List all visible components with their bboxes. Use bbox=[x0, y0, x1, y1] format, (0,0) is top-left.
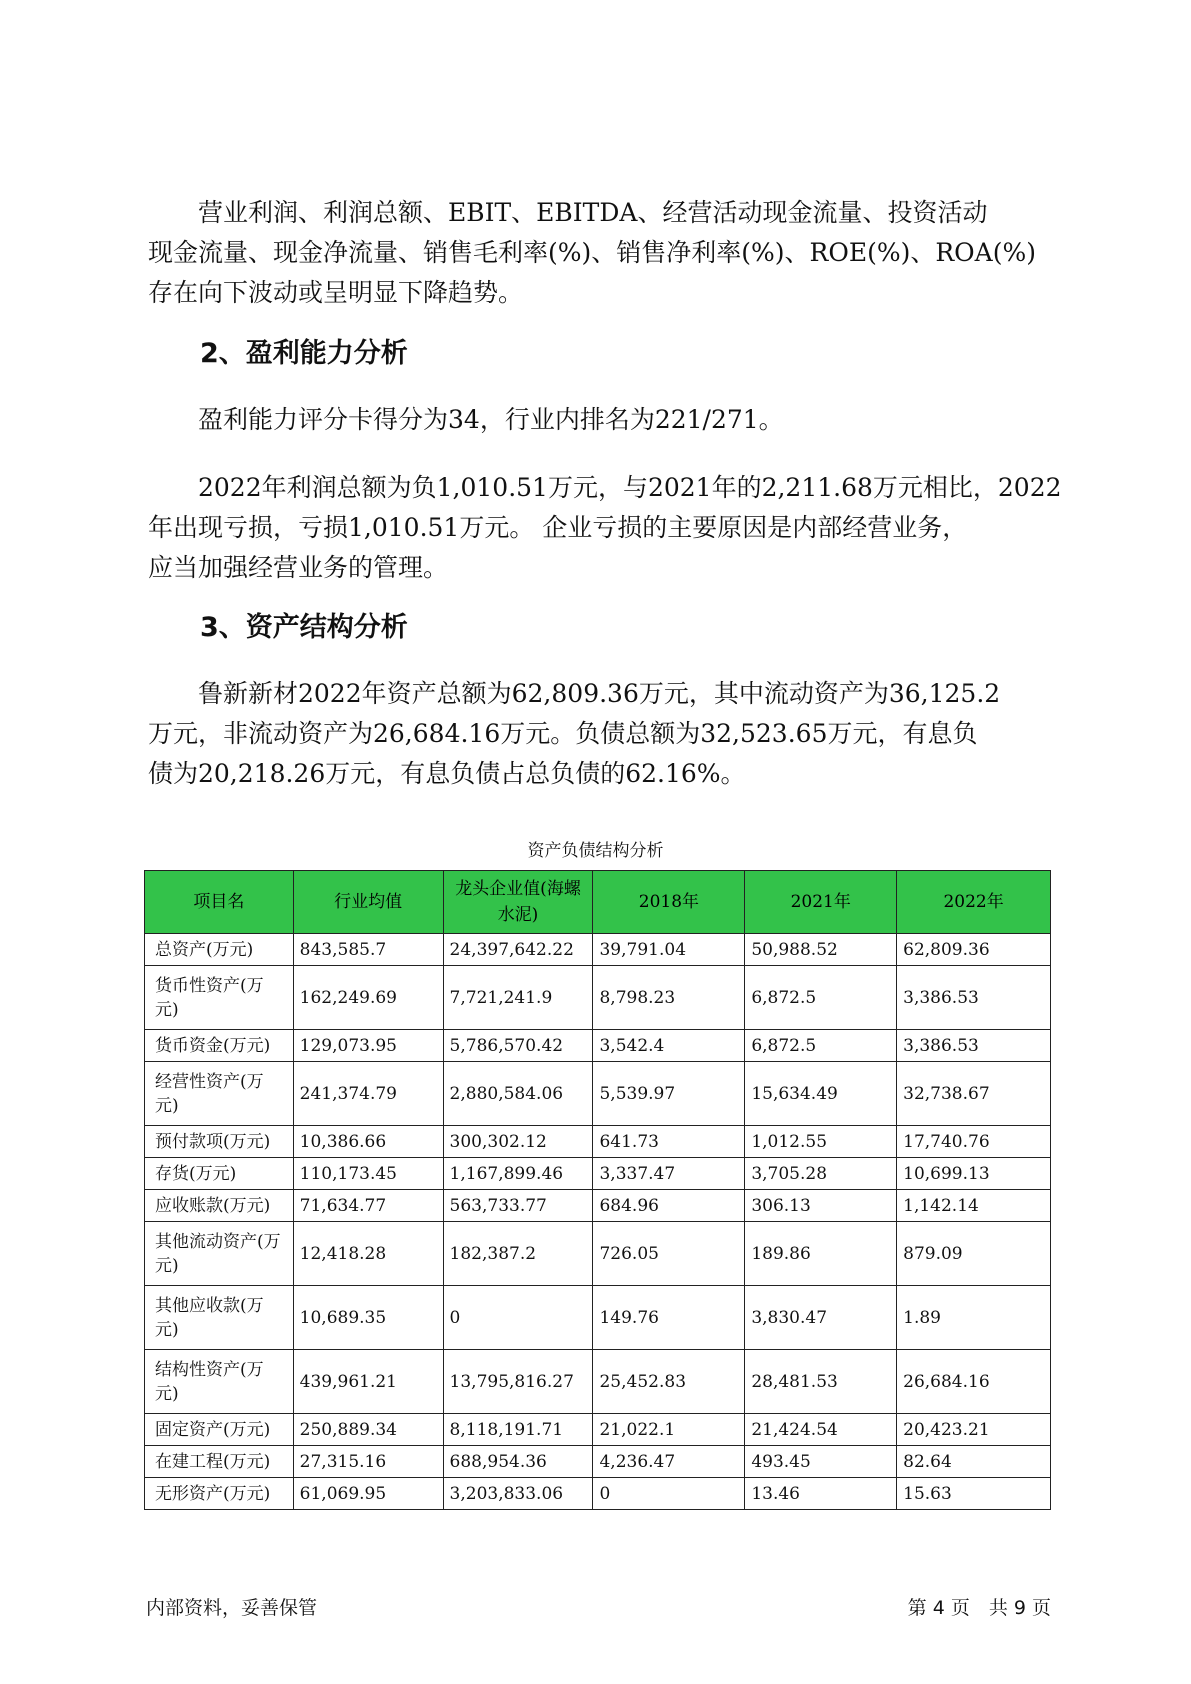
section-heading-asset-structure: 3、资产结构分析 bbox=[200, 612, 408, 643]
table-row bbox=[145, 1478, 1051, 1510]
value-cell: 250,889.34 bbox=[293, 1414, 443, 1446]
value-cell: 2,880,584.06 bbox=[443, 1062, 593, 1126]
intro-line: 营业利润、利润总额、EBIT、EBITDA、经营活动现金流量、投资活动 bbox=[148, 198, 988, 227]
intro-line: 现金流量、现金净流量、销售毛利率(%)、销售净利率(%)、ROE(%)、ROA(%) bbox=[148, 238, 1036, 267]
value-cell: 3,386.53 bbox=[897, 966, 1051, 1030]
paragraph-line: 年出现亏损，亏损1,010.51万元。 企业亏损的主要原因是内部经营业务， bbox=[148, 513, 968, 542]
section-heading-profitability: 2、盈利能力分析 bbox=[200, 338, 408, 369]
value-cell: 3,386.53 bbox=[897, 1030, 1051, 1062]
value-cell: 82.64 bbox=[897, 1446, 1051, 1478]
asset-structure-paragraph bbox=[148, 674, 1078, 794]
value-cell: 28,481.53 bbox=[745, 1350, 897, 1414]
value-cell: 27,315.16 bbox=[293, 1446, 443, 1478]
page-number: 第 4 页 共 9 页 bbox=[907, 1597, 1051, 1619]
row-label-cell: 无形资产(万元) bbox=[145, 1478, 294, 1510]
value-cell: 3,705.28 bbox=[745, 1158, 897, 1190]
value-cell: 1.89 bbox=[897, 1286, 1051, 1350]
value-cell: 843,585.7 bbox=[293, 934, 443, 966]
row-label-cell: 存货(万元) bbox=[145, 1158, 294, 1190]
value-cell: 306.13 bbox=[745, 1190, 897, 1222]
value-cell: 129,073.95 bbox=[293, 1030, 443, 1062]
row-label-cell: 货币资金(万元) bbox=[145, 1030, 294, 1062]
table-caption: 资产负债结构分析 bbox=[527, 841, 664, 861]
value-cell: 12,418.28 bbox=[293, 1222, 443, 1286]
value-cell: 5,786,570.42 bbox=[443, 1030, 593, 1062]
column-header: 2021年 bbox=[745, 871, 897, 934]
value-cell: 32,738.67 bbox=[897, 1062, 1051, 1126]
column-header: 项目名 bbox=[145, 871, 294, 934]
value-cell: 7,721,241.9 bbox=[443, 966, 593, 1030]
paragraph-line: 鲁新新材2022年资产总额为62,809.36万元，其中流动资产为36,125.2 bbox=[148, 679, 1001, 708]
table-row bbox=[145, 1446, 1051, 1478]
value-cell: 879.09 bbox=[897, 1222, 1051, 1286]
table-header-row bbox=[145, 871, 1051, 934]
value-cell: 8,798.23 bbox=[593, 966, 745, 1030]
column-header: 龙头企业值(海螺水泥) bbox=[443, 871, 593, 934]
value-cell: 8,118,191.71 bbox=[443, 1414, 593, 1446]
value-cell: 3,203,833.06 bbox=[443, 1478, 593, 1510]
table-row bbox=[145, 966, 1051, 1030]
value-cell: 25,452.83 bbox=[593, 1350, 745, 1414]
value-cell: 5,539.97 bbox=[593, 1062, 745, 1126]
row-label-cell: 在建工程(万元) bbox=[145, 1446, 294, 1478]
value-cell: 15,634.49 bbox=[745, 1062, 897, 1126]
column-header: 2018年 bbox=[593, 871, 745, 934]
value-cell: 21,022.1 bbox=[593, 1414, 745, 1446]
table-row bbox=[145, 1350, 1051, 1414]
value-cell: 493.45 bbox=[745, 1446, 897, 1478]
value-cell: 3,337.47 bbox=[593, 1158, 745, 1190]
value-cell: 39,791.04 bbox=[593, 934, 745, 966]
value-cell: 10,386.66 bbox=[293, 1126, 443, 1158]
table-row bbox=[145, 1062, 1051, 1126]
profit-paragraph bbox=[148, 468, 1078, 588]
value-cell: 13,795,816.27 bbox=[443, 1350, 593, 1414]
value-cell: 21,424.54 bbox=[745, 1414, 897, 1446]
value-cell: 149.76 bbox=[593, 1286, 745, 1350]
value-cell: 684.96 bbox=[593, 1190, 745, 1222]
table-row bbox=[145, 1158, 1051, 1190]
value-cell: 26,684.16 bbox=[897, 1350, 1051, 1414]
value-cell: 10,699.13 bbox=[897, 1158, 1051, 1190]
value-cell: 3,542.4 bbox=[593, 1030, 745, 1062]
value-cell: 162,249.69 bbox=[293, 966, 443, 1030]
value-cell: 0 bbox=[443, 1286, 593, 1350]
row-label-cell: 经营性资产(万元) bbox=[145, 1062, 294, 1126]
value-cell: 688,954.36 bbox=[443, 1446, 593, 1478]
paragraph-line: 盈利能力评分卡得分为34，行业内排名为221/271。 bbox=[148, 405, 784, 434]
value-cell: 110,173.45 bbox=[293, 1158, 443, 1190]
value-cell: 71,634.77 bbox=[293, 1190, 443, 1222]
table-row bbox=[145, 934, 1051, 966]
intro-line: 存在向下波动或呈明显下降趋势。 bbox=[148, 278, 524, 307]
paragraph-line: 2022年利润总额为负1,010.51万元，与2021年的2,211.68万元相比，2022 bbox=[148, 473, 1062, 502]
value-cell: 189.86 bbox=[745, 1222, 897, 1286]
balance-structure-table bbox=[144, 870, 1051, 1510]
value-cell: 3,830.47 bbox=[745, 1286, 897, 1350]
value-cell: 1,167,899.46 bbox=[443, 1158, 593, 1190]
table-row bbox=[145, 1126, 1051, 1158]
table-row bbox=[145, 1030, 1051, 1062]
value-cell: 300,302.12 bbox=[443, 1126, 593, 1158]
paragraph-line: 应当加强经营业务的管理。 bbox=[148, 553, 449, 582]
table-row bbox=[145, 1190, 1051, 1222]
row-label-cell: 总资产(万元) bbox=[145, 934, 294, 966]
value-cell: 439,961.21 bbox=[293, 1350, 443, 1414]
value-cell: 0 bbox=[593, 1478, 745, 1510]
value-cell: 50,988.52 bbox=[745, 934, 897, 966]
value-cell: 641.73 bbox=[593, 1126, 745, 1158]
row-label-cell: 其他流动资产(万元) bbox=[145, 1222, 294, 1286]
value-cell: 182,387.2 bbox=[443, 1222, 593, 1286]
value-cell: 4,236.47 bbox=[593, 1446, 745, 1478]
row-label-cell: 货币性资产(万元) bbox=[145, 966, 294, 1030]
value-cell: 62,809.36 bbox=[897, 934, 1051, 966]
value-cell: 17,740.76 bbox=[897, 1126, 1051, 1158]
value-cell: 15.63 bbox=[897, 1478, 1051, 1510]
paragraph-line: 债为20,218.26万元，有息负债占总负债的62.16%。 bbox=[148, 759, 746, 788]
value-cell: 24,397,642.22 bbox=[443, 934, 593, 966]
value-cell: 563,733.77 bbox=[443, 1190, 593, 1222]
table-row bbox=[145, 1414, 1051, 1446]
row-label-cell: 结构性资产(万元) bbox=[145, 1350, 294, 1414]
profitability-score-paragraph bbox=[148, 400, 1078, 440]
value-cell: 241,374.79 bbox=[293, 1062, 443, 1126]
value-cell: 61,069.95 bbox=[293, 1478, 443, 1510]
row-label-cell: 固定资产(万元) bbox=[145, 1414, 294, 1446]
value-cell: 13.46 bbox=[745, 1478, 897, 1510]
row-label-cell: 其他应收款(万元) bbox=[145, 1286, 294, 1350]
column-header: 行业均值 bbox=[293, 871, 443, 934]
confidential-notice: 内部资料，妥善保管 bbox=[146, 1597, 318, 1619]
value-cell: 1,142.14 bbox=[897, 1190, 1051, 1222]
table-row bbox=[145, 1286, 1051, 1350]
row-label-cell: 应收账款(万元) bbox=[145, 1190, 294, 1222]
value-cell: 1,012.55 bbox=[745, 1126, 897, 1158]
paragraph-line: 万元，非流动资产为26,684.16万元。负债总额为32,523.65万元，有息负 bbox=[148, 719, 978, 748]
value-cell: 6,872.5 bbox=[745, 966, 897, 1030]
intro-paragraph bbox=[148, 193, 1078, 313]
value-cell: 6,872.5 bbox=[745, 1030, 897, 1062]
value-cell: 726.05 bbox=[593, 1222, 745, 1286]
table-row bbox=[145, 1222, 1051, 1286]
value-cell: 10,689.35 bbox=[293, 1286, 443, 1350]
value-cell: 20,423.21 bbox=[897, 1414, 1051, 1446]
column-header: 2022年 bbox=[897, 871, 1051, 934]
row-label-cell: 预付款项(万元) bbox=[145, 1126, 294, 1158]
